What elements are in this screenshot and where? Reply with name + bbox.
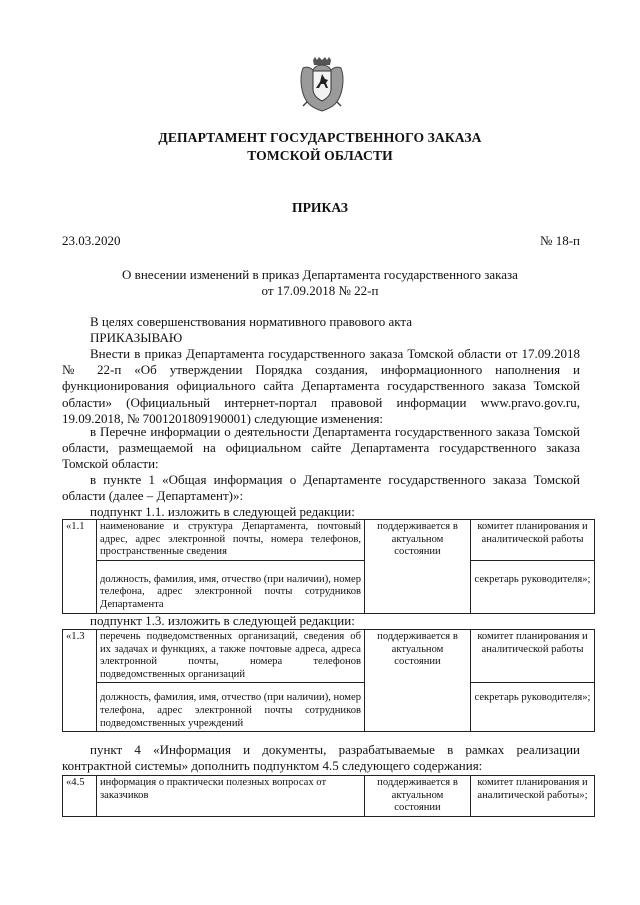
table-cell-description: информация о практически полезных вопросах от заказчиков [97, 776, 365, 817]
table-cell-status: поддерживается в актуальном состоянии [365, 520, 471, 614]
paragraph-point4: пункт 4 «Информация и документы, разрабатываемые в рамках реализации контрактной системы» дополнить подпунктом 4.5 следующего содержания: [62, 742, 580, 774]
table-cell-responsible: комитет планирования и аналитической работы [471, 520, 595, 561]
document-number: № 18-п [540, 233, 580, 248]
table-subpoint-1-1 [62, 519, 595, 614]
paragraph-point1: в пункте 1 «Общая информация о Департаменте государственного заказа Томской области (далее – Департамент)»: [62, 472, 580, 504]
document-date: 23.03.2020 [62, 233, 121, 248]
table-row-number: «4.5 [63, 776, 97, 817]
paragraph-amend-order: Внести в приказ Департамента государственного заказа Томской области от 17.09.2018 № 22-п «Об утверждении Порядка создания, информационного наполнения и функционирования официального сайта Департамента государственного заказа Томской области» (Официальный интернет-портал правовой информации www.pravo.gov.ru, 19.09.2018, № 7001201809190001) следующие изменения: [62, 346, 580, 426]
table-cell-status: поддерживается в актуальном состоянии [365, 776, 471, 817]
table-cell-description: наименование и структура Департамента, почтовый адрес, адрес электронной почты, номера телефонов, пространственные сведения [97, 520, 365, 561]
table-subpoint-1-3 [62, 629, 595, 732]
organization-name-line2: ТОМСКОЙ ОБЛАСТИ [247, 148, 393, 163]
paragraph-subpoint-1-1: подпункт 1.1. изложить в следующей редакции: [90, 504, 355, 519]
table-cell-responsible: комитет планирования и аналитической работы [471, 630, 595, 683]
table-cell-responsible: секретарь руководителя»; [471, 683, 595, 732]
table-subpoint-4-5 [62, 775, 595, 817]
table-row-number: «1.3 [63, 630, 97, 732]
table-cell-responsible: секретарь руководителя»; [471, 560, 595, 613]
document-type-title: ПРИКАЗ [292, 200, 348, 215]
subject-line1: О внесении изменений в приказ Департамента государственного заказа [122, 267, 518, 282]
table-cell-responsible: комитет планирования и аналитической работы»; [471, 776, 595, 817]
organization-name-line1: ДЕПАРТАМЕНТ ГОСУДАРСТВЕННОГО ЗАКАЗА [158, 130, 482, 145]
paragraph-purpose: В целях совершенствования нормативного правового акта [90, 314, 413, 329]
table-cell-description: перечень подведомственных организаций, сведения об их задачах и функциях, а также почтовые адреса, адреса электронной почты, номера телефонов подведомственных организаций [97, 630, 365, 683]
paragraph-subpoint-1-3: подпункт 1.3. изложить в следующей редакции: [90, 613, 355, 628]
table-cell-status: поддерживается в актуальном состоянии [365, 630, 471, 732]
table-cell-description: должность, фамилия, имя, отчество (при наличии), номер телефона, адрес электронной почты сотрудников Департамента [97, 560, 365, 613]
coat-of-arms-emblem [299, 56, 345, 112]
subject-line2: от 17.09.2018 № 22-п [261, 283, 379, 298]
table-row-number: «1.1 [63, 520, 97, 614]
table-cell-description: должность, фамилия, имя, отчество (при наличии), номер телефона, адрес электронной почты сотрудников подведомственных учреждений [97, 683, 365, 732]
paragraph-order-word: ПРИКАЗЫВАЮ [90, 330, 183, 345]
paragraph-list-info: в Перечне информации о деятельности Департамента государственного заказа Томской области, размещаемой на официальном сайте Департамента государственного заказа Томской области: [62, 424, 580, 472]
